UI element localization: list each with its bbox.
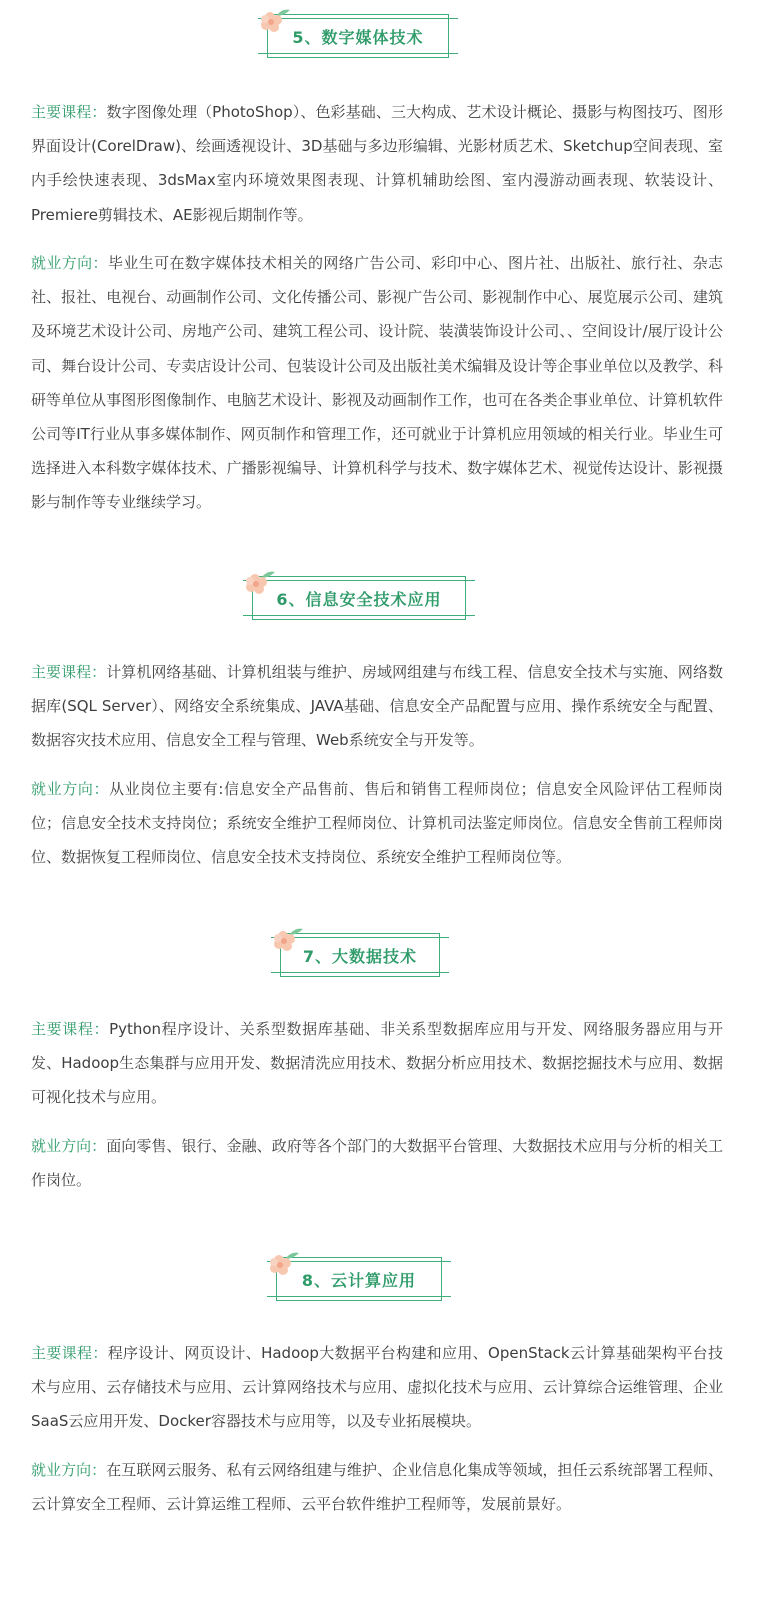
career-paragraph: [31, 246, 723, 520]
career-text: 毕业生可在数字媒体技术相关的网络广告公司、彩印中心、图片社、出版社、旅行社、杂志社、报社、电视台、动画制作公司、文化传播公司、影视广告公司、影视制作中心、展览展示公司、建筑及环境艺术设计公司、房地产公司、建筑工程公司、设计院、装潢装饰设计公司、、空间设计/展厅设计公司、舞台设计公司、专卖店设计公司、包装设计公司及出版社美术编辑及设计等企事业单位以及教学、科研等单位从事图形图像制作、电脑艺术设计、影视及动画制作工作，也可在各类企事业单位、计算机软件公司等IT行业从事多媒体制作、网页制作和管理工作，还可就业于计算机应用领域的相关行业。毕业生可选择进入本科数字媒体技术、广播影视编导、计算机科学与技术、数字媒体艺术、视觉传达设计、影视摄影与制作等专业继续学习。: [31, 254, 723, 512]
course-label: 主要课程：: [31, 103, 107, 121]
course-label: 主要课程：: [31, 1020, 110, 1038]
career-label: 就业方向：: [31, 254, 108, 272]
career-text: 从业岗位主要有:信息安全产品售前、售后和销售工程师岗位；信息安全风险评估工程师岗位；信息安全技术支持岗位；系统安全维护工程师岗位、计算机司法鉴定师岗位。信息安全售前工程师岗位、数据恢复工程师岗位、信息安全技术支持岗位、系统安全维护工程师岗位等。: [31, 780, 723, 867]
course-paragraph: [31, 1012, 723, 1115]
course-paragraph: [31, 1336, 723, 1439]
section-title-box: [252, 576, 466, 620]
course-paragraph: [31, 95, 723, 232]
section-title: 5、数字媒体技术: [292, 27, 424, 47]
flower-icon: [258, 6, 292, 36]
flower-icon: [243, 568, 277, 598]
course-text: 计算机网络基础、计算机组装与维护、房域网组建与布线工程、信息安全技术与实施、网络数据库(SQL Server）、网络安全系统集成、JAVA基础、信息安全产品配置与应用、操作系统安全与配置、数据容灾技术应用、信息安全工程与管理、Web系统安全与开发等。: [31, 663, 723, 750]
course-label: 主要课程：: [31, 1344, 108, 1362]
career-label: 就业方向：: [31, 780, 110, 798]
section-title: 7、大数据技术: [302, 946, 418, 966]
career-paragraph: [31, 1453, 723, 1521]
career-label: 就业方向：: [31, 1137, 107, 1155]
section-title-box: [267, 14, 449, 58]
course-label: 主要课程：: [31, 663, 107, 681]
course-text: Python程序设计、关系型数据库基础、非关系型数据库应用与开发、网络服务器应用与开发、Hadoop生态集群与应用开发、数据清洗应用技术、数据分析应用技术、数据挖掘技术与应用、数据可视化技术与应用。: [31, 1020, 723, 1107]
career-label: 就业方向：: [31, 1461, 107, 1479]
flower-icon: [267, 1249, 301, 1279]
course-text: 程序设计、网页设计、Hadoop大数据平台构建和应用、OpenStack云计算基础架构平台技术与应用、云存储技术与应用、云计算网络技术与应用、虚拟化技术与应用、云计算综合运维管理、企业SaaS云应用开发、Docker容器技术与应用等，以及专业拓展模块。: [31, 1344, 723, 1431]
career-text: 在互联网云服务、私有云网络组建与维护、企业信息化集成等领域，担任云系统部署工程师、云计算安全工程师、云计算运维工程师、云平台软件维护工程师等，发展前景好。: [31, 1461, 723, 1514]
career-paragraph: [31, 772, 723, 875]
section-title: 8、云计算应用: [301, 1270, 417, 1290]
section-title: 6、信息安全技术应用: [276, 589, 442, 609]
career-text: 面向零售、银行、金融、政府等各个部门的大数据平台管理、大数据技术应用与分析的相关工作岗位。: [31, 1137, 723, 1190]
course-text: 数字图像处理（PhotoShop）、色彩基础、三大构成、艺术设计概论、摄影与构图技巧、图形界面设计(CorelDraw)、绘画透视设计、3D基础与多边形编辑、光影材质艺术、Sketchup空间表现、室内手绘快速表现、3dsMax室内环境效果图表现、计算机辅助绘图、室内漫游动画表现、软装设计、Premiere剪辑技术、AE影视后期制作等。: [31, 103, 723, 224]
career-paragraph: [31, 1129, 723, 1197]
course-paragraph: [31, 655, 723, 758]
flower-icon: [271, 925, 305, 955]
